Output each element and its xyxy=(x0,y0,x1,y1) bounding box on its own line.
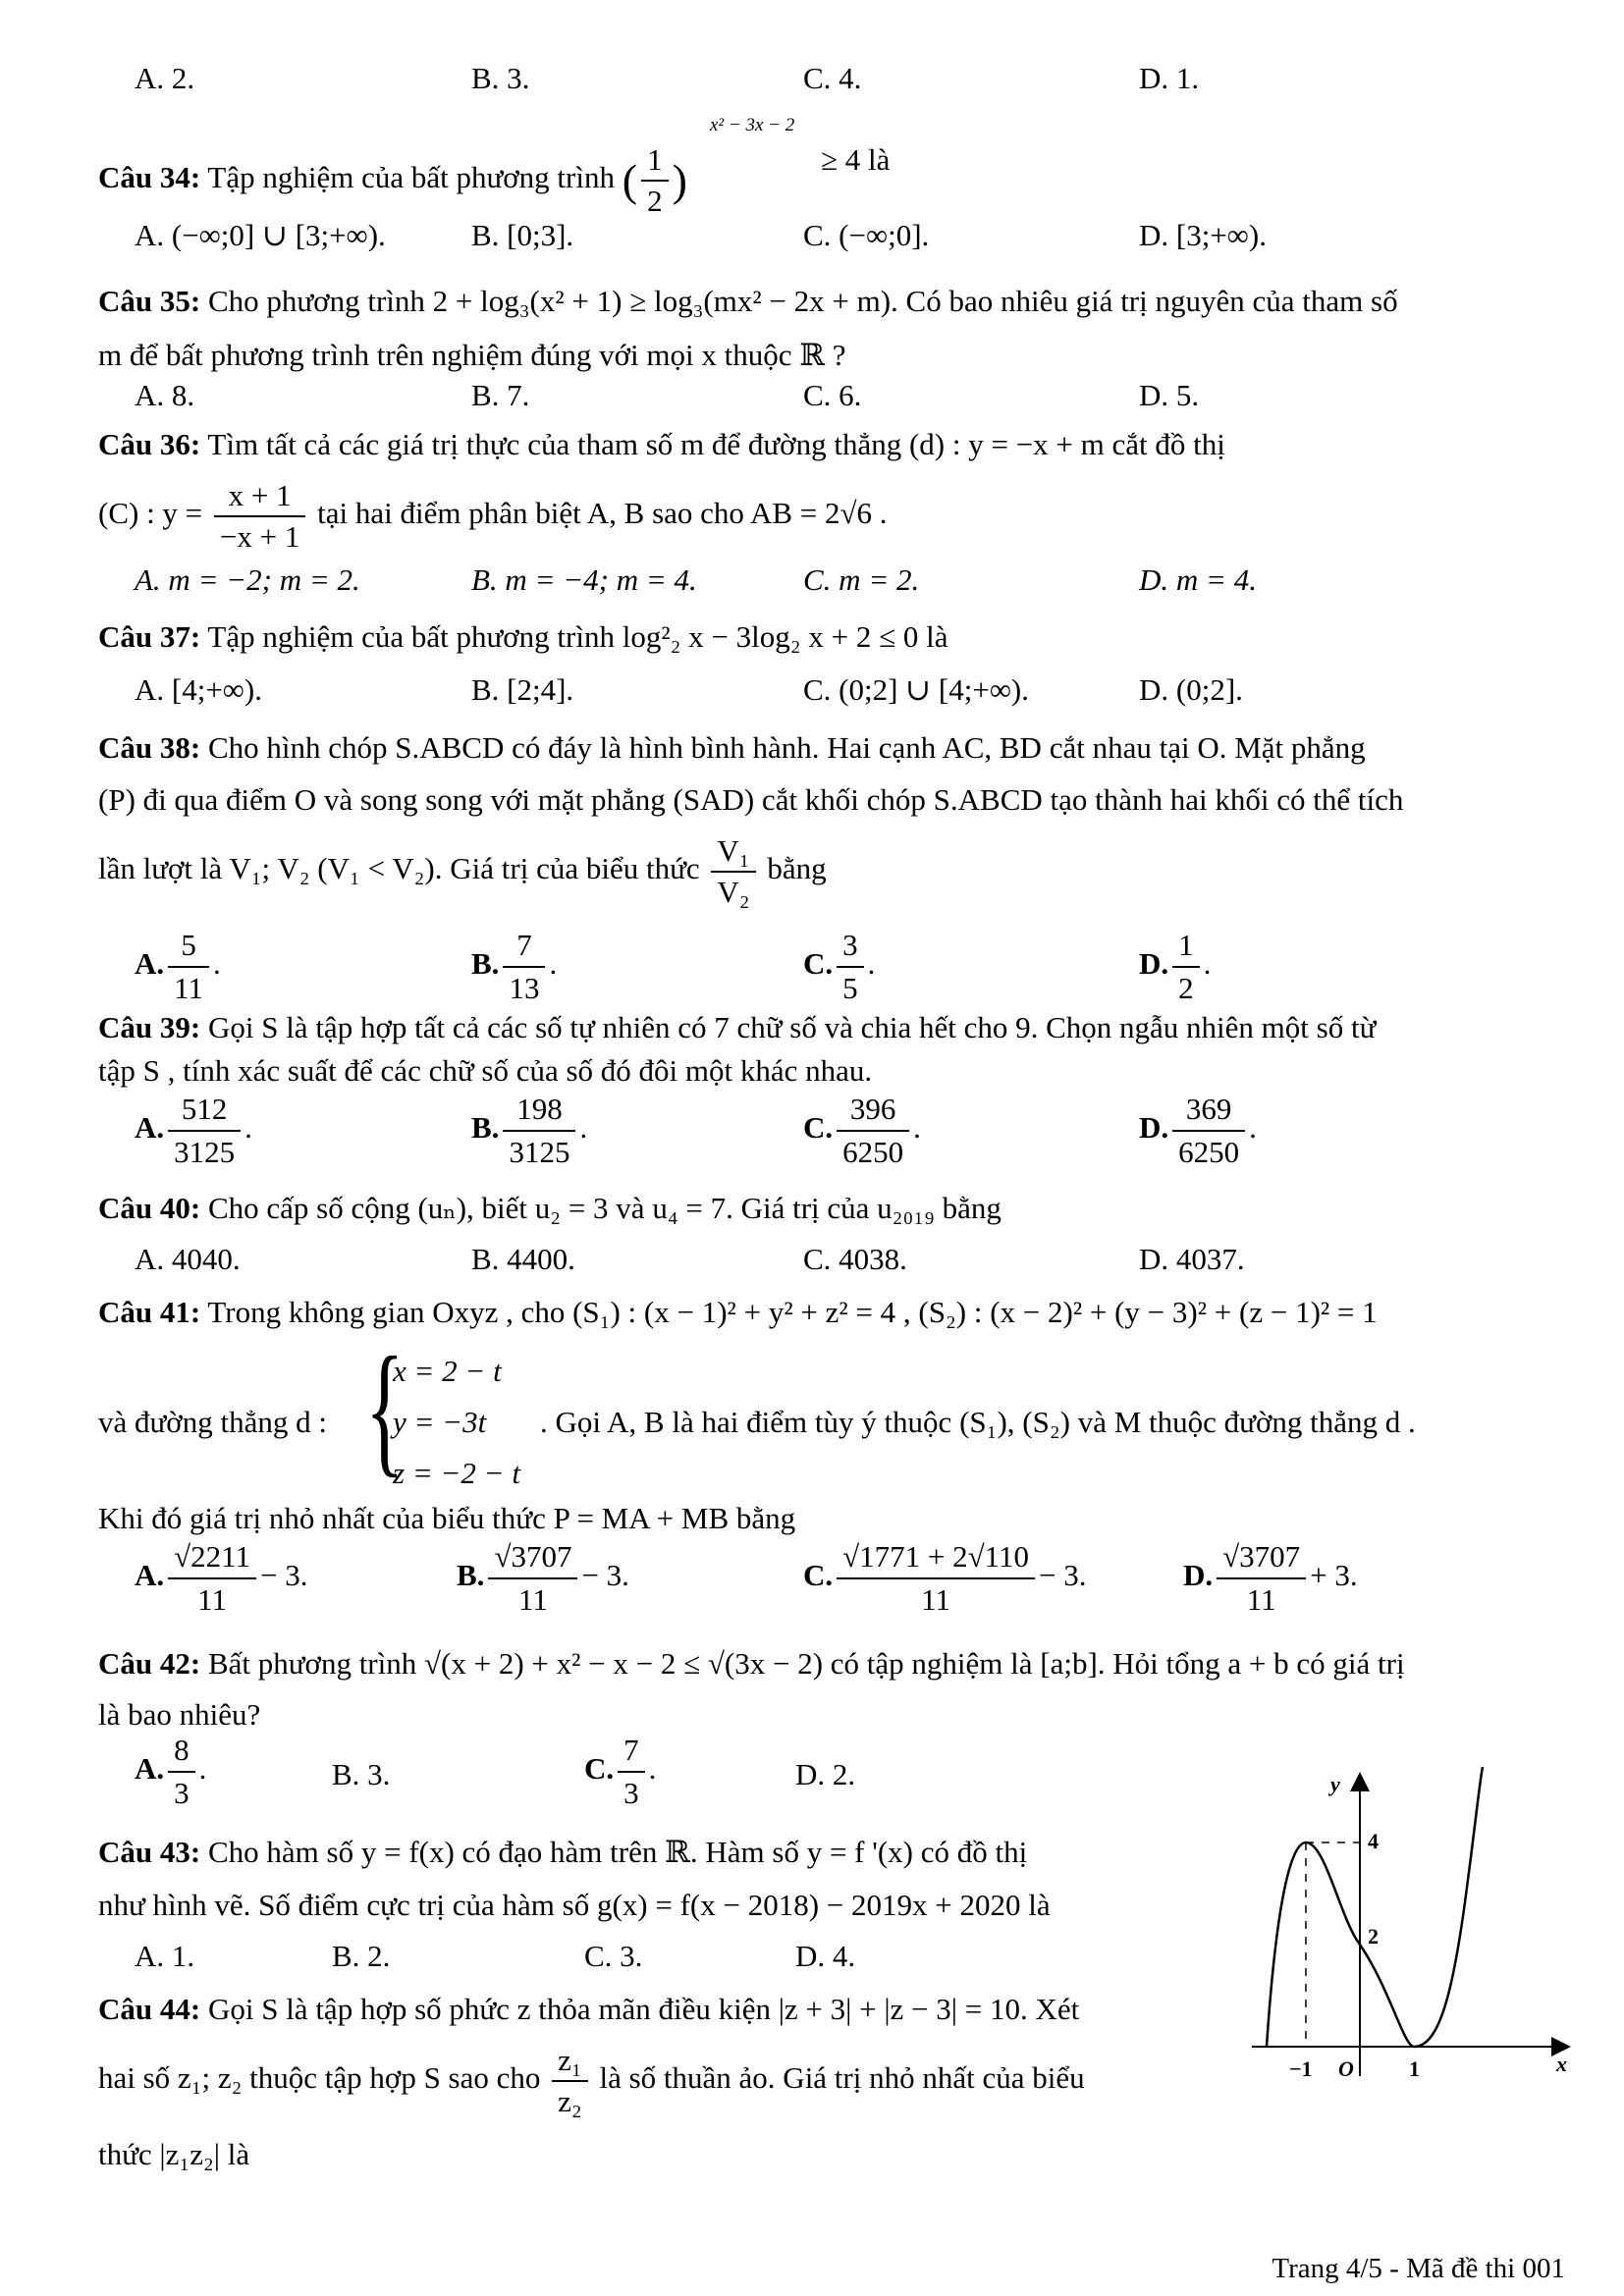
q44-stem-3: thức |z₁z₂| là xyxy=(98,2137,250,2171)
q38-option-a: A. $\frac{5}{11}$ . xyxy=(135,928,221,1005)
tick-1: 1 xyxy=(1409,2056,1420,2081)
q37-option-d: D. (0;2]. xyxy=(1139,672,1243,707)
q35-option-d: D. 5. xyxy=(1139,378,1200,412)
x-axis-label: x xyxy=(1556,2052,1567,2076)
q41-system-brace: { xyxy=(365,1327,405,1490)
q36-frac-num: x + 1 xyxy=(214,479,305,517)
q36-option-a: A. m = −2; m = 2. xyxy=(135,562,360,597)
q38-option-c: C. $\frac{3}{5}$ . xyxy=(803,928,876,1005)
q41-option-d: D. $\frac{√3707}{11}$ + 3. xyxy=(1183,1539,1358,1617)
q38-frac-num: V₁ xyxy=(711,834,755,873)
q41-stem-1 xyxy=(98,1296,1378,1329)
q40-label: Câu 40: xyxy=(98,1191,201,1225)
q43-label: Câu 43: xyxy=(98,1835,201,1869)
q41-label: Câu 41: xyxy=(98,1295,201,1329)
q38-ratio-text: lần lượt là V₁; V₂ (V₁ < V₂). Giá trị của biểu thức xyxy=(98,851,700,886)
tick-minus-1: −1 xyxy=(1289,2056,1313,2081)
q35-option-b: B. 7. xyxy=(471,378,530,412)
q39-option-d: D. $\frac{369}{6250}$ . xyxy=(1139,1092,1257,1169)
q44-frac-num: z₁ xyxy=(552,2044,588,2082)
q34-option-d: D. [3;+∞). xyxy=(1139,218,1267,252)
q39-text: Gọi S là tập hợp tất cả các số tự nhiên có 7 chữ số và chia hết cho 9. Chọn ngẫu nhiên một số từ xyxy=(207,1010,1377,1044)
q43-option-c: C. 3. xyxy=(584,1939,643,1973)
q43-option-a: A. 1. xyxy=(135,1939,195,1973)
q34-option-b: B. [0;3]. xyxy=(471,218,574,252)
q39-option-a: A. $\frac{512}{3125}$ . xyxy=(135,1092,252,1169)
q41-stem-2: . Gọi A, B là hai điểm tùy ý thuộc (S₁), (S₂) và M thuộc đường thẳng d . xyxy=(540,1405,1416,1439)
q41-sys-2: y = −3t xyxy=(393,1405,487,1439)
q34-exponent: x² − 3x − 2 xyxy=(710,115,795,135)
q35-text: Cho phương trình 2 + log₃(x² + 1) ≥ log₃(mx² − 2x + m). Có bao nhiêu giá trị nguyên của tham số xyxy=(207,284,1398,318)
q43-text: Cho hàm số y = f(x) có đạo hàm trên ℝ. Hàm số y = f '(x) có đồ thị xyxy=(207,1835,1028,1869)
q36-curve: (C) : y = xyxy=(98,496,203,531)
q39-option-c: C. $\frac{396}{6250}$ . xyxy=(803,1092,921,1169)
q43-option-b: B. 2. xyxy=(332,1939,391,1973)
q38-option-b: B. $\frac{7}{13}$ . xyxy=(471,928,558,1005)
q37-option-c: C. (0;2] ∪ [4;+∞). xyxy=(803,672,1030,707)
q42-label: Câu 42: xyxy=(98,1646,201,1681)
q35-option-a: A. 8. xyxy=(135,378,195,412)
q35-stem-2: m để bất phương trình trên nghiệm đúng với mọi x thuộc ℝ ? xyxy=(98,338,846,372)
q36-stem-1 xyxy=(98,428,1225,461)
q43-stem-1 xyxy=(98,1836,1027,1869)
q37-stem xyxy=(98,620,947,654)
origin-label: O xyxy=(1338,2056,1354,2081)
tick-2: 2 xyxy=(1368,1924,1379,1949)
q42-stem-1 xyxy=(98,1647,1405,1681)
q41-sys-1: x = 2 − t xyxy=(393,1354,502,1388)
q38-tail: bằng xyxy=(767,851,827,886)
q42-text: Bất phương trình √(x + 2) + x² − x − 2 ≤ √(3x − 2) có tập nghiệm là [a;b]. Hỏi tổng a + b có giá trị xyxy=(207,1646,1405,1681)
page-footer: Trang 4/5 - Mã đề thi 001 xyxy=(1272,2253,1565,2284)
q42-stem-2: là bao nhiêu? xyxy=(98,1697,261,1732)
q44-stem-1 xyxy=(98,1993,1079,2026)
q40-option-d: D. 4037. xyxy=(1139,1242,1245,1276)
q38-stem-2: (P) đi qua điểm O và song song với mặt phẳng (SAD) cắt khối chóp S.ABCD tạo thành hai khối có thể tích xyxy=(98,782,1404,817)
q44-label: Câu 44: xyxy=(98,1992,201,2026)
derivative-curve xyxy=(1267,1767,1483,2047)
q38-frac-den: V₂ xyxy=(717,875,750,910)
q42-option-d: D. 2. xyxy=(795,1757,856,1791)
q33-option-a: A. 2. xyxy=(135,61,195,95)
q40-text: Cho cấp số cộng (uₙ), biết u₂ = 3 và u₄ = 7. Giá trị của u₂₀₁₉ bằng xyxy=(207,1191,1001,1225)
q41-line-d: và đường thẳng d : xyxy=(98,1405,327,1439)
q34-tail: ≥ 4 là xyxy=(821,142,891,177)
q37-text: Tập nghiệm của bất phương trình log²₂ x − 3log₂ x + 2 ≤ 0 là xyxy=(207,619,948,654)
q39-label: Câu 39: xyxy=(98,1010,201,1044)
q42-option-b: B. 3. xyxy=(332,1757,391,1791)
derivative-graph xyxy=(1232,1762,1576,2086)
q36-option-c: C. m = 2. xyxy=(803,562,920,597)
q36-option-b: B. m = −4; m = 4. xyxy=(471,562,697,597)
q44-pair-text: hai số z₁; z₂ thuộc tập hợp S sao cho xyxy=(98,2060,541,2096)
q34-text: Tập nghiệm của bất phương trình xyxy=(207,160,615,195)
q34-stem: Câu 34: Tập nghiệm của bất phương trình ( $\frac{1}{2}$ ) xyxy=(98,142,687,219)
y-axis-label: y xyxy=(1330,1772,1340,1796)
q37-option-b: B. [2;4]. xyxy=(471,672,574,707)
q41-option-b: B. $\frac{√3707}{11}$ − 3. xyxy=(457,1539,629,1617)
q34-option-a: A. (−∞;0] ∪ [3;+∞). xyxy=(135,218,386,252)
q35-option-c: C. 6. xyxy=(803,378,862,412)
q40-option-b: B. 4400. xyxy=(471,1242,575,1276)
q38-stem-1 xyxy=(98,731,1366,765)
q35-stem-1 xyxy=(98,285,1398,318)
q33-option-b: B. 3. xyxy=(471,61,530,95)
q36-text: Tìm tất cả các giá trị thực của tham số m để đường thẳng (d) : y = −x + m cắt đồ thị xyxy=(207,427,1225,461)
q38-text: Cho hình chóp S.ABCD có đáy là hình bình hành. Hai cạnh AC, BD cắt nhau tại O. Mặt phẳng xyxy=(207,730,1366,765)
q38-stem-3 xyxy=(98,834,827,909)
q41-text: Trong không gian Oxyz , cho (S₁) : (x − 1)² + y² + z² = 4 , (S₂) : (x − 2)² + (y − 3)² + (z − 1)² = 1 xyxy=(207,1295,1378,1329)
q40-option-a: A. 4040. xyxy=(135,1242,241,1276)
q33-option-d: D. 1. xyxy=(1139,61,1200,95)
q38-label: Câu 38: xyxy=(98,730,201,765)
q39-option-b: B. $\frac{198}{3125}$ . xyxy=(471,1092,588,1169)
q44-stem-2 xyxy=(98,2044,1085,2118)
q42-option-a: A. $\frac{8}{3}$ . xyxy=(135,1733,207,1810)
q40-stem xyxy=(98,1192,1001,1225)
q42-option-c: C. $\frac{7}{3}$ . xyxy=(584,1733,657,1810)
q34-label: Câu 34: xyxy=(98,160,201,195)
q36-option-d: D. m = 4. xyxy=(1139,562,1257,597)
q33-option-c: C. 4. xyxy=(803,61,862,95)
q41-sys-3: z = −2 − t xyxy=(393,1456,520,1490)
q37-option-a: A. [4;+∞). xyxy=(135,672,262,707)
q36-stem-2 xyxy=(98,479,888,554)
q41-option-a: A. $\frac{√2211}{11}$ − 3. xyxy=(135,1539,308,1617)
q43-option-d: D. 4. xyxy=(795,1939,856,1973)
q38-option-d: D. $\frac{1}{2}$ . xyxy=(1139,928,1212,1005)
q40-option-c: C. 4038. xyxy=(803,1242,907,1276)
q44-text: Gọi S là tập hợp số phức z thỏa mãn điều kiện |z + 3| + |z − 3| = 10. Xét xyxy=(207,1992,1080,2026)
q35-label: Câu 35: xyxy=(98,284,201,318)
q36-tail: tại hai điểm phân biệt A, B sao cho AB = 2√6 . xyxy=(317,496,888,531)
q36-label: Câu 36: xyxy=(98,427,201,461)
q37-label: Câu 37: xyxy=(98,619,201,654)
q44-frac-den: z₂ xyxy=(558,2084,582,2119)
q39-stem-1 xyxy=(98,1011,1376,1044)
q39-stem-2: tập S , tính xác suất để các chữ số của số đó đôi một khác nhau. xyxy=(98,1053,873,1088)
q34-option-c: C. (−∞;0]. xyxy=(803,218,930,252)
q41-option-c: C. $\frac{√1771 + 2√110}{11}$ − 3. xyxy=(803,1539,1087,1617)
q41-stem-3: Khi đó giá trị nhỏ nhất của biểu thức P = MA + MB bằng xyxy=(98,1501,796,1535)
q36-frac-den: −x + 1 xyxy=(219,519,300,555)
q44-tail: là số thuần ảo. Giá trị nhỏ nhất của biểu xyxy=(599,2060,1085,2096)
q43-stem-2: như hình vẽ. Số điểm cực trị của hàm số g(x) = f(x − 2018) − 2019x + 2020 là xyxy=(98,1888,1051,1922)
tick-4: 4 xyxy=(1368,1829,1379,1853)
